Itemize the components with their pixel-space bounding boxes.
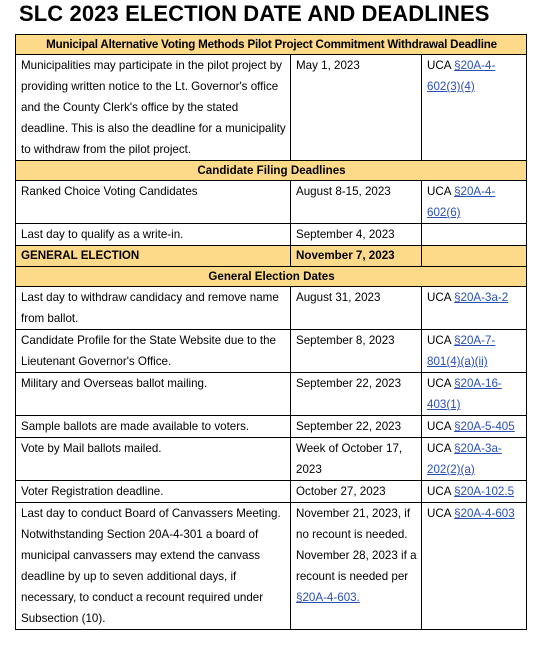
section-header-pilot <box>16 35 527 55</box>
row-reference <box>422 246 527 267</box>
statute-link[interactable]: §20A-16-403(1) <box>427 377 502 411</box>
row-date-text: November 21, 2023, if no recount is needed. November 28, 2023 if a recount is needed per <box>296 507 417 583</box>
statute-link[interactable]: §20A-4-602(6) <box>427 185 496 219</box>
row-description: Last day to qualify as a write-in. <box>16 224 291 246</box>
row-reference <box>422 224 527 246</box>
reference-prefix: UCA <box>427 420 451 433</box>
page-title: SLC 2023 ELECTION DATE AND DEADLINES <box>19 1 490 26</box>
row-reference <box>422 55 527 161</box>
reference-prefix: UCA <box>427 442 451 455</box>
row-date: August 8-15, 2023 <box>291 181 422 224</box>
row-reference <box>422 373 527 416</box>
row-reference <box>422 287 527 330</box>
row-description: Municipalities may participate in the pilot project by providing written notice to the Lt. Governor's office and the County Clerk's office by the stated deadline. This is also the deadline for a municipality to withdraw from the pilot project. <box>16 55 291 161</box>
row-reference <box>422 416 527 438</box>
section-title: General Election Dates <box>16 267 527 287</box>
reference-prefix: UCA <box>427 334 451 347</box>
table-row <box>16 416 527 438</box>
reference-prefix: UCA <box>427 291 451 304</box>
reference-prefix: UCA <box>427 485 451 498</box>
row-date <box>291 503 422 630</box>
table-row <box>16 181 527 224</box>
reference-prefix: UCA <box>427 377 451 390</box>
row-description: Military and Overseas ballot mailing. <box>16 373 291 416</box>
statute-link[interactable]: §20A-3a-2 <box>454 291 509 304</box>
row-description: Last day to withdraw candidacy and remove name from ballot. <box>16 287 291 330</box>
reference-prefix: UCA <box>427 507 451 520</box>
row-date: September 22, 2023 <box>291 373 422 416</box>
row-description: Last day to conduct Board of Canvassers Meeting. Notwithstanding Section 20A-4-301 a board of municipal canvassers may extend the canvass deadline by up to seven additional days, if necessary, to conduct a recount required under Subsection (10). <box>16 503 291 630</box>
statute-link[interactable]: §20A-5-405 <box>454 420 515 433</box>
table-row <box>16 438 527 481</box>
section-title: Candidate Filing Deadlines <box>16 161 527 181</box>
row-description: Candidate Profile for the State Website due to the Lieutenant Governor's Office. <box>16 330 291 373</box>
row-date: September 22, 2023 <box>291 416 422 438</box>
statute-link[interactable]: §20A-7-801(4)(a)(ii) <box>427 334 496 368</box>
row-description: Vote by Mail ballots mailed. <box>16 438 291 481</box>
table-row <box>16 224 527 246</box>
row-reference <box>422 438 527 481</box>
section-title: Municipal Alternative Voting Methods Pilot Project Commitment Withdrawal Deadline <box>16 35 527 55</box>
row-description: Ranked Choice Voting Candidates <box>16 181 291 224</box>
row-description: Sample ballots are made available to voters. <box>16 416 291 438</box>
general-election-date: November 7, 2023 <box>291 246 422 267</box>
row-reference <box>422 330 527 373</box>
table-row <box>16 287 527 330</box>
row-reference <box>422 181 527 224</box>
statute-link[interactable]: §20A-4-602(3)(4) <box>427 59 496 93</box>
table-row <box>16 55 527 161</box>
table-row <box>16 503 527 630</box>
reference-prefix: UCA <box>427 59 451 72</box>
row-reference <box>422 503 527 630</box>
general-election-label: GENERAL ELECTION <box>16 246 291 267</box>
deadlines-table <box>15 34 527 630</box>
reference-prefix: UCA <box>427 185 451 198</box>
statute-link[interactable]: §20A-102.5 <box>454 485 515 498</box>
row-date: Week of October 17, 2023 <box>291 438 422 481</box>
row-description: Voter Registration deadline. <box>16 481 291 503</box>
table-row <box>16 481 527 503</box>
section-header-general-dates <box>16 267 527 287</box>
section-header-candidate <box>16 161 527 181</box>
table-row <box>16 373 527 416</box>
statute-link[interactable]: §20A-4-603 <box>454 507 515 520</box>
row-date: September 4, 2023 <box>291 224 422 246</box>
row-date: May 1, 2023 <box>291 55 422 161</box>
row-reference <box>422 481 527 503</box>
row-date: October 27, 2023 <box>291 481 422 503</box>
statute-link[interactable]: §20A-4-603. <box>296 591 360 604</box>
general-election-row <box>16 246 527 267</box>
table-row <box>16 330 527 373</box>
row-date: August 31, 2023 <box>291 287 422 330</box>
statute-link[interactable]: §20A-3a-202(2)(a) <box>427 442 502 476</box>
row-date: September 8, 2023 <box>291 330 422 373</box>
